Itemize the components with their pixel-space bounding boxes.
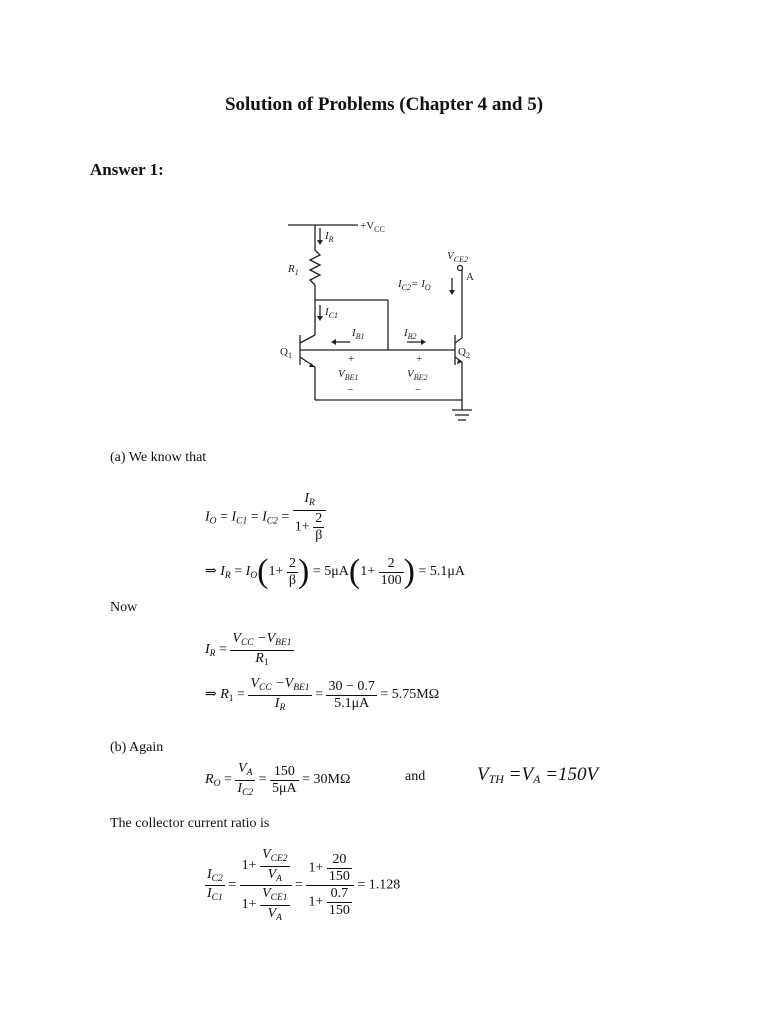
and-text: and bbox=[405, 769, 426, 784]
ic1-label: $I_{C1}$ bbox=[325, 306, 339, 320]
part-a-intro: (a) We know that bbox=[110, 450, 207, 465]
now-text: Now bbox=[110, 600, 138, 615]
ib1-label: $I_{B1}$ bbox=[352, 327, 365, 341]
vce2-label: $V_{CE2}$ bbox=[447, 250, 468, 264]
part-b-intro: (b) Again bbox=[110, 740, 164, 755]
page-title: Solution of Problems (Chapter 4 and 5) bbox=[224, 94, 544, 115]
current-mirror-circuit bbox=[280, 210, 500, 430]
vbe1-plus: + bbox=[348, 353, 355, 365]
vbe2-plus: + bbox=[416, 353, 423, 365]
answer-heading: Answer 1: bbox=[90, 160, 164, 179]
vbe2-minus: − bbox=[415, 384, 422, 396]
equation-r1: ⇒ $R_1$ = $\frac{V_{CC} -V_{BE1}}{I_R}$ = $\frac{30 - 0.7}{5.1\mu A}$ = 5.75MΩ bbox=[205, 676, 440, 713]
vbe1-minus: − bbox=[347, 384, 354, 396]
equation-ro: $R_O$ = $\frac{V_A}{I_{C2}}$ = $\frac{150}{5\mu A}$ = 30MΩ bbox=[205, 761, 351, 798]
ratio-text: The collector current ratio is bbox=[110, 816, 270, 831]
ib2-label: $I_{B2}$ bbox=[404, 327, 417, 341]
r1-label: $R_1$ bbox=[288, 263, 299, 277]
equation-vth: $V_{TH} =V_A =150V$ bbox=[477, 764, 599, 786]
vcc-label: $+V_{CC}$ bbox=[360, 220, 385, 234]
ic2-label: $I_{C2}= I_O$ bbox=[398, 278, 431, 292]
q2-label: $Q_2$ bbox=[458, 346, 470, 360]
q1-label: $Q_1$ bbox=[280, 346, 292, 360]
equation-ratio: $\frac{I_{C2}}{I_{C1}}$ = 1+ $\frac{V_{CE2}}{V_A}$ 1+ $\frac{V_{CE1}}{V_A}$ = 1+ $\frac{20}{150}$ 1+ $\frac{0.7}{150}$ = 1.128 bbox=[207, 847, 401, 923]
node-a-label: A bbox=[466, 271, 474, 283]
equation-ir: ⇒ $I_R = I_O(1+$ $\frac{2}{\beta}$ ) = 5μA(1+ $\frac{2}{100}$ ) = 5.1μA bbox=[205, 553, 465, 590]
vbe2-label: $V_{BE2}$ bbox=[407, 368, 428, 382]
equation-ir-vcc: $I_R$ = $\frac{V_{CC} -V_{BE1}}{R_1}$ bbox=[205, 631, 292, 668]
ir-label: $I_R$ bbox=[325, 230, 334, 244]
equation-io: $I_O = I_{C1} = I_{C2}$ = $I_R$ 1+ $\frac{2}{\beta}$ bbox=[205, 492, 326, 543]
vbe1-label: $V_{BE1}$ bbox=[338, 368, 359, 382]
